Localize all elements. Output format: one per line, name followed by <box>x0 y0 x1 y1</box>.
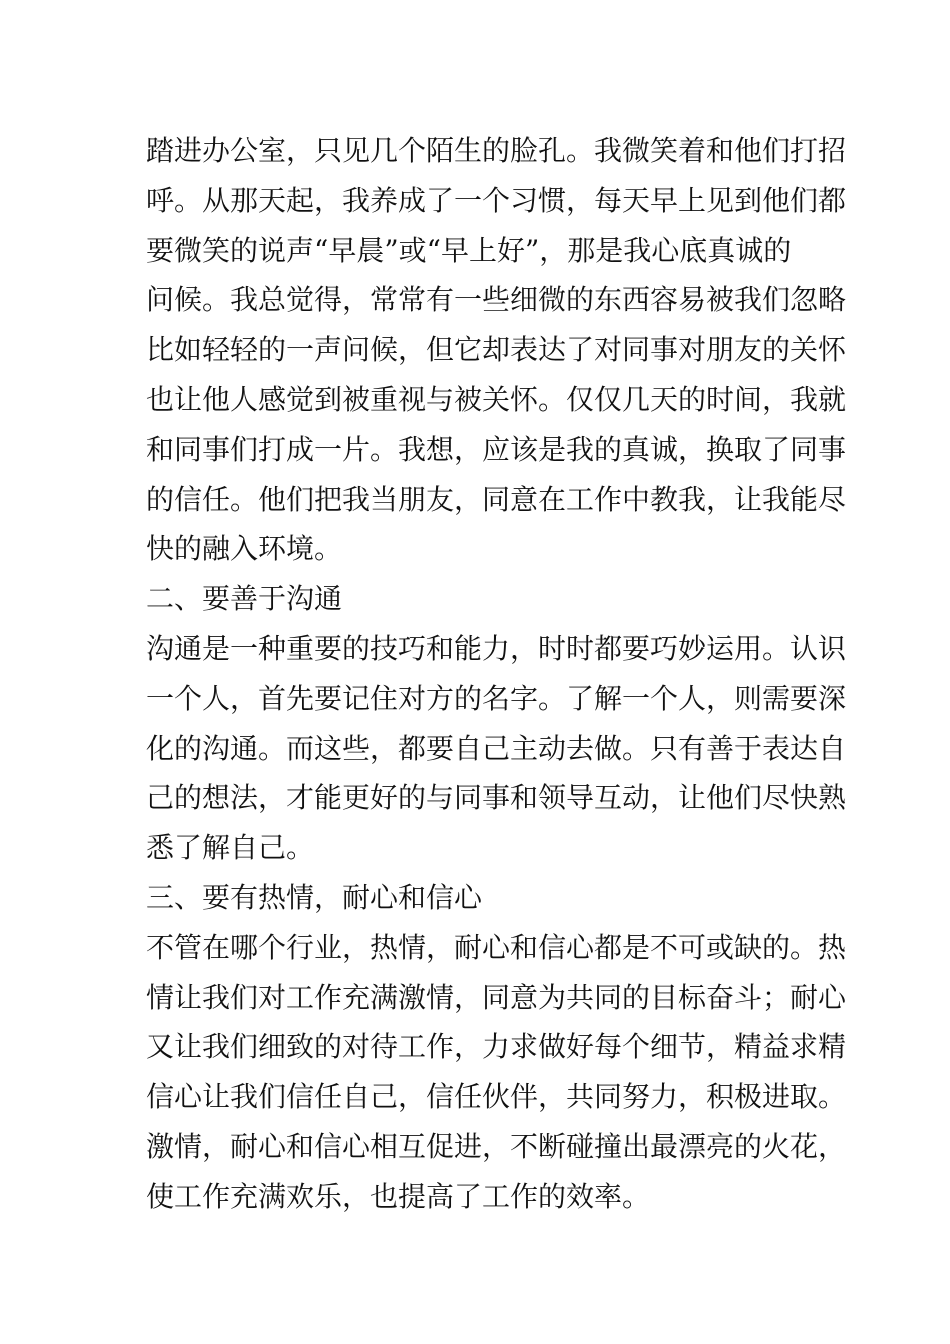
paragraph-line: 不管在哪个行业，热情，耐心和信心都是不可或缺的。热 <box>146 930 847 964</box>
paragraph-line: 信心让我们信任自己，信任伙伴，共同努力，积极进取。 <box>146 1080 847 1114</box>
paragraph-line: 己的想法，才能更好的与同事和领导互动，让他们尽快熟 <box>146 781 847 815</box>
paragraph-line: 情让我们对工作充满激情，同意为共同的目标奋斗；耐心 <box>146 980 847 1014</box>
paragraph-line: 和同事们打成一片。我想，应该是我的真诚，换取了同事 <box>146 432 847 466</box>
paragraph-line: 要微笑的说声“早晨”或“早上好”，那是我心底真诚的 <box>146 233 792 267</box>
paragraph-line: 使工作充满欢乐，也提高了工作的效率。 <box>146 1179 651 1213</box>
paragraph-line: 也让他人感觉到被重视与被关怀。仅仅几天的时间，我就 <box>146 382 847 416</box>
paragraph-line: 悉了解自己。 <box>146 831 315 865</box>
paragraph-line: 一个人，首先要记住对方的名字。了解一个人，则需要深 <box>146 681 847 715</box>
section-heading: 三、要有热情，耐心和信心 <box>146 880 483 914</box>
paragraph-line: 化的沟通。而这些，都要自己主动去做。只有善于表达自 <box>146 731 847 765</box>
paragraph-line: 快的融入环境。 <box>146 532 343 566</box>
paragraph-line: 激情，耐心和信心相互促进，不断碰撞出最漂亮的火花， <box>146 1129 847 1163</box>
paragraph-line: 的信任。他们把我当朋友，同意在工作中教我，让我能尽 <box>146 482 847 516</box>
body-text <box>146 126 847 1222</box>
paragraph-line: 又让我们细致的对待工作，力求做好每个细节，精益求精 <box>146 1030 847 1064</box>
paragraph-line: 沟通是一种重要的技巧和能力，时时都要巧妙运用。认识 <box>146 631 847 665</box>
paragraph-line: 问候。我总觉得，常常有一些细微的东西容易被我们忽略 <box>146 283 847 317</box>
paragraph-line: 踏进办公室，只见几个陌生的脸孔。我微笑着和他们打招 <box>146 134 847 167</box>
section-heading: 二、要善于沟通 <box>146 582 343 616</box>
paragraph-line: 呼。从那天起，我养成了一个习惯，每天早上见到他们都 <box>146 183 847 217</box>
paragraph-line: 比如轻轻的一声问候，但它却表达了对同事对朋友的关怀 <box>146 333 847 367</box>
